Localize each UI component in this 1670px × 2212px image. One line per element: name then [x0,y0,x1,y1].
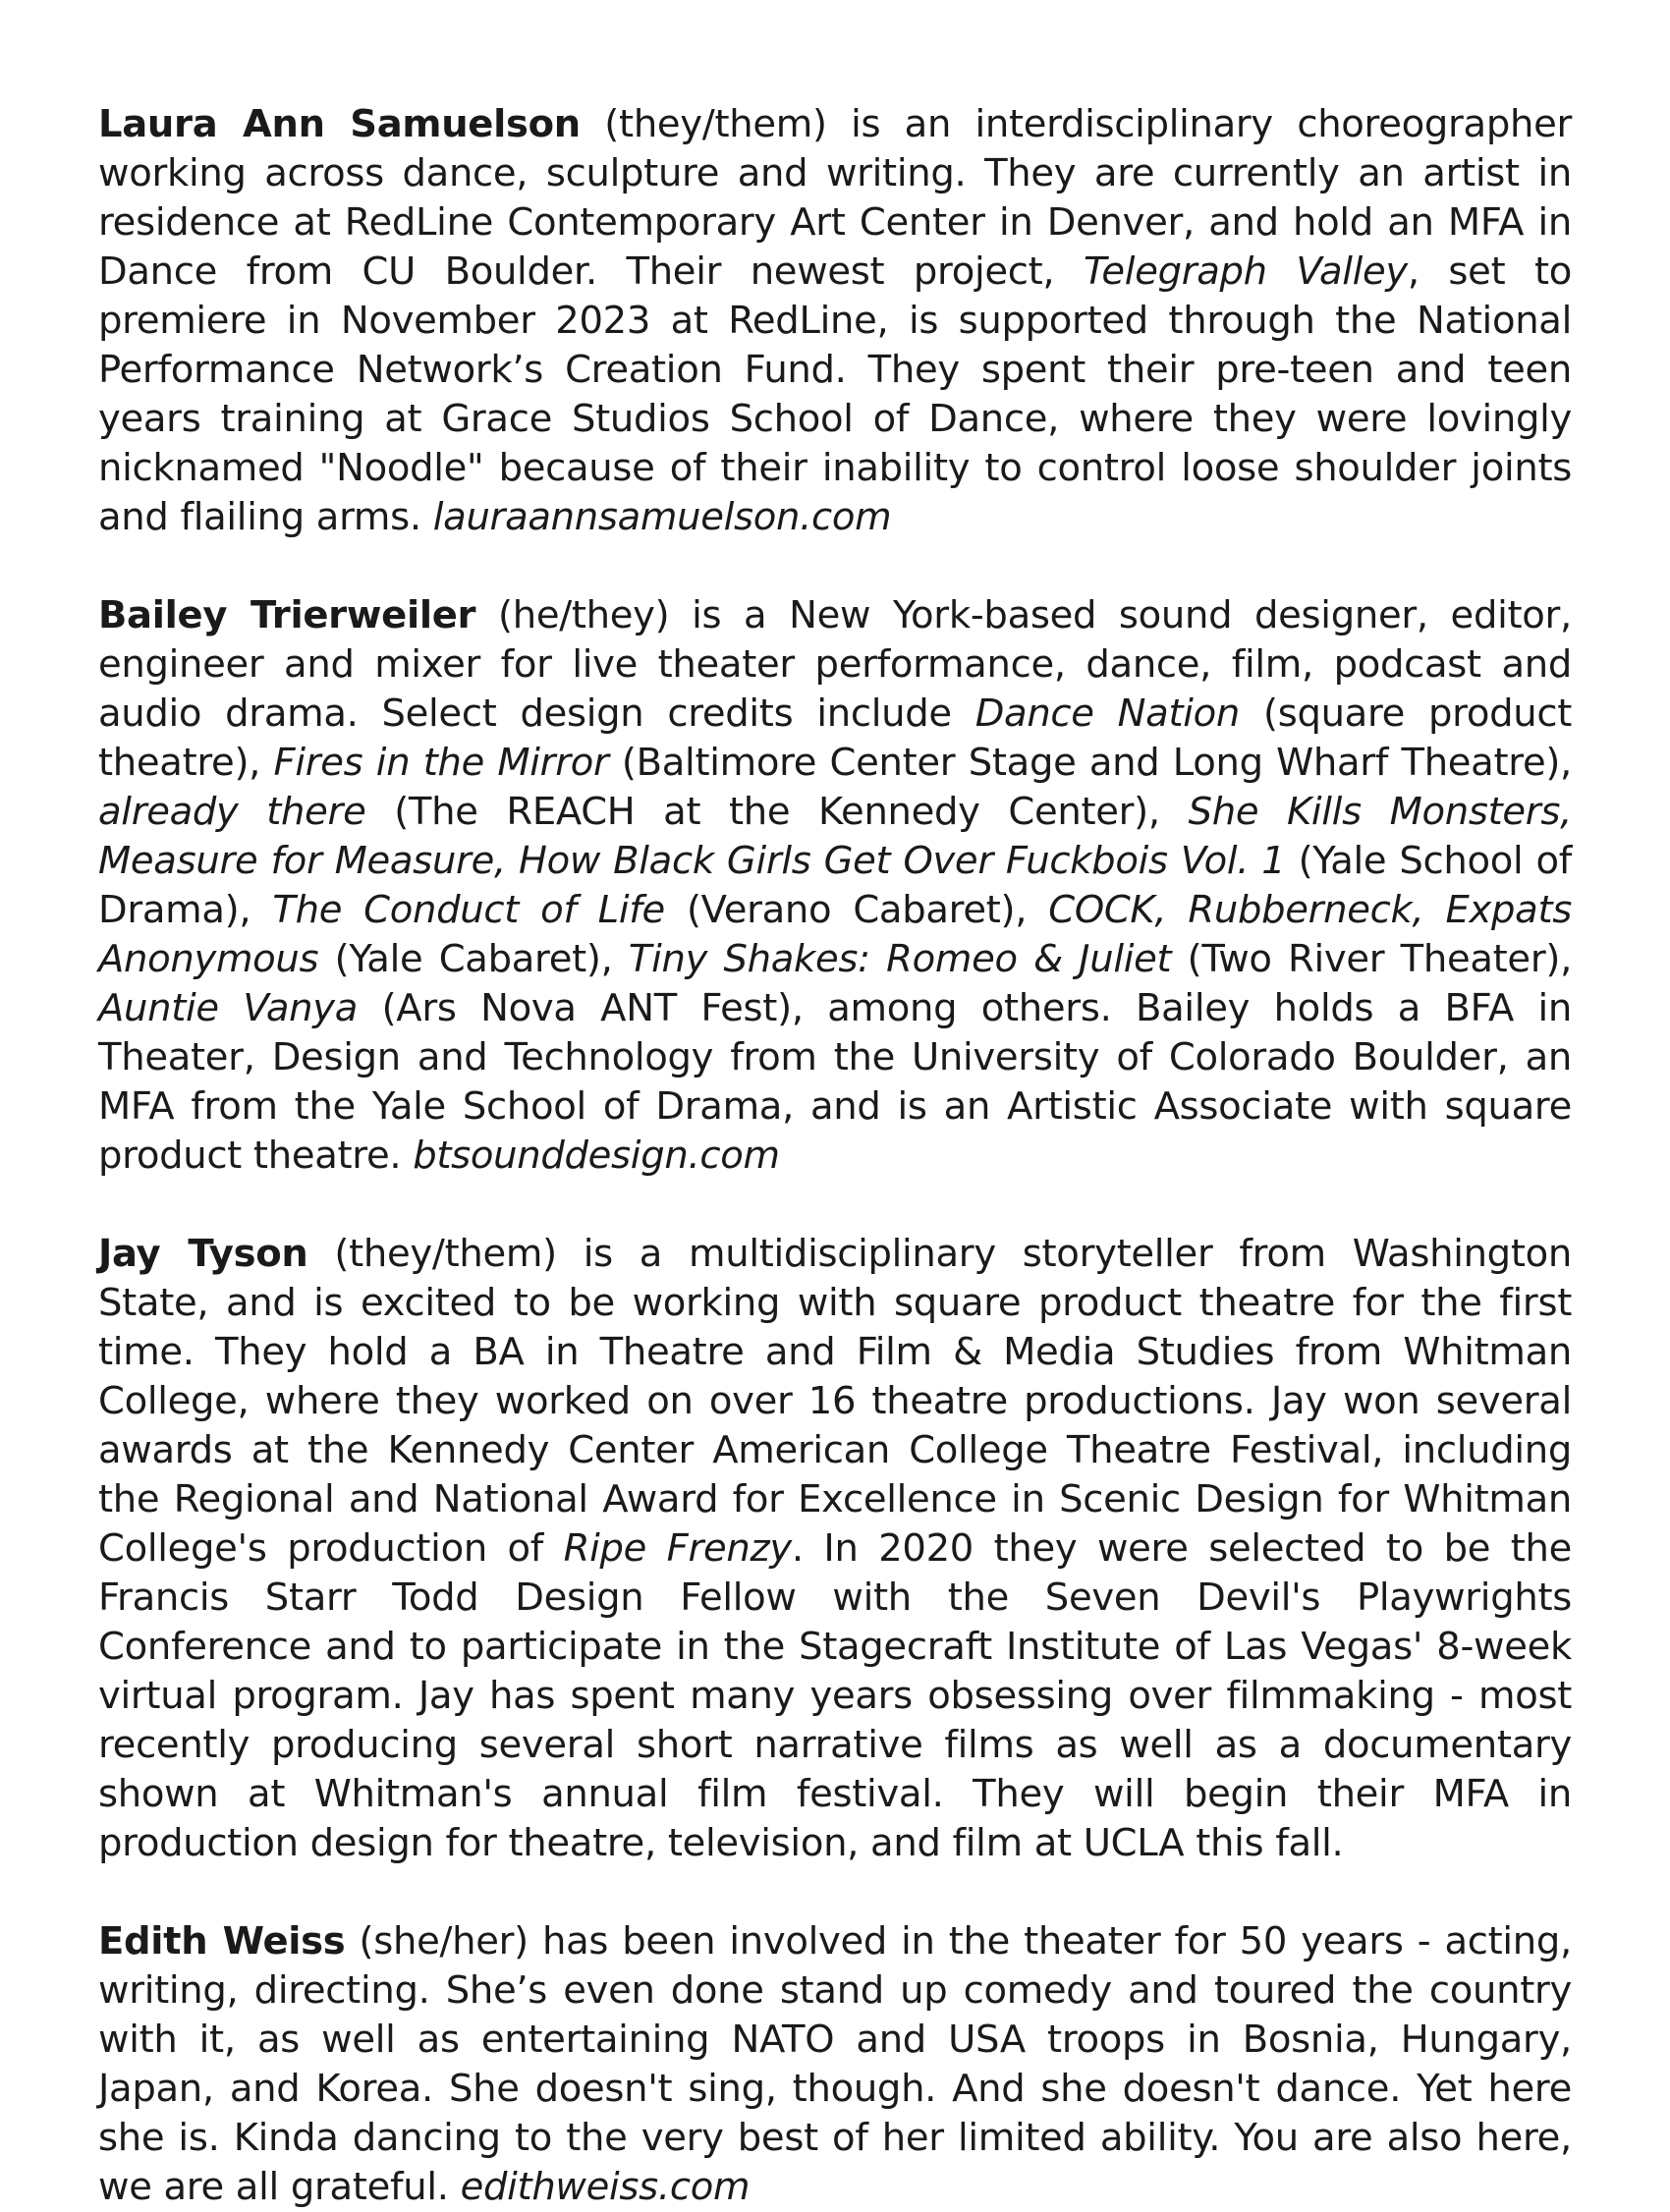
work-title: already there [98,790,366,834]
bio-name: Bailey Trierweiler [98,593,476,637]
work-title: Tiny Shakes: Romeo & Juliet [628,937,1172,981]
website-link[interactable]: btsounddesign.com [413,1134,780,1178]
bio-text: . In 2020 they were selected to be the Francis Starr Todd Design Fellow with the Seven Devil's Playwrights Conference and to participate in the Stagecraft Institute of Las Vegas' 8-week virtual program. Jay has spent many years obsessing over filmmaking - most recently producing several short narrative films as well as a documentary shown at Whitman's annual film festival. They will begin their MFA in production design for theatre, television, and film at UCLA this fall. [98,1526,1572,1865]
bio-edith-weiss [98,1917,1572,2212]
bio-name: Laura Ann Samuelson [98,102,581,146]
bio-laura-ann-samuelson [98,100,1572,542]
bio-page [98,100,1572,2212]
bio-name: Edith Weiss [98,1919,346,1963]
bio-text: (Two River Theater), [1171,937,1573,981]
bio-text: (Yale School of Drama), [98,839,1572,932]
bio-text: (Baltimore Center Stage and Long Wharf Theatre), [608,741,1572,785]
work-title: Fires in the Mirror [273,741,609,785]
bio-text: (square product theatre), [98,691,1572,785]
bio-name: Jay Tyson [98,1232,308,1276]
work-title: COCK, Rubberneck, Expats Anonymous [98,888,1572,981]
website-link[interactable]: edithweiss.com [460,2165,751,2209]
bio-text: (he/they) is a New York-based sound designer, editor, engineer and mixer for live theater performance, dance, film, podcast and audio drama. Select design credits include [98,593,1572,736]
work-title: She Kills Monsters, Measure for Measure, How Black Girls Get Over Fuckbois Vol. 1 [98,790,1573,883]
bio-text: (Verano Cabaret), [664,888,1049,932]
work-title: Ripe Frenzy [563,1526,792,1571]
bio-text: (they/them) is an interdisciplinary choreographer working across dance, sculpture and writing. They are currently an artist in residence at RedLine Contemporary Art Center in Denver, and hold an MFA in Dance from CU Boulder. Their newest project, [98,102,1572,294]
work-title: Telegraph Valley [1083,249,1408,294]
bio-text: , set to premiere in November 2023 at RedLine, is supported through the National Performance Network’s Creation Fund. They spent their pre-teen and teen years training at Grace Studios School of Dance, where they were lovingly nicknamed "Noodle" because of their inability to control loose shoulder joints and flailing arms. [98,249,1572,539]
work-title: Auntie Vanya [98,986,359,1030]
work-title: The Conduct of Life [272,888,665,932]
bio-jay-tyson [98,1230,1572,1868]
bio-text: (Yale Cabaret), [318,937,629,981]
website-link[interactable]: lauraannsamuelson.com [432,495,892,539]
work-title: Dance Nation [974,691,1240,736]
bio-text: (she/her) has been involved in the theater for 50 years - acting, writing, directing. She’s even done stand up comedy and toured the country with it, as well as entertaining NATO and USA troops in Bosnia, Hungary, Japan, and Korea. She doesn't sing, though. And she doesn't dance. Yet here she is. Kinda dancing to the very best of her limited ability. You are also here, we are all grateful. [98,1919,1572,2209]
bio-text: (The REACH at the Kennedy Center), [365,790,1189,834]
bio-text: (they/them) is a multidisciplinary storyteller from Washington State, and is excited to be working with square product theatre for the first time. They hold a BA in Theatre and Film & Media Studies from Whitman College, where they worked on over 16 theatre productions. Jay won several awards at the Kennedy Center American College Theatre Festival, including the Regional and National Award for Excellence in Scenic Design for Whitman College's production of [98,1232,1572,1571]
bio-text: (Ars Nova ANT Fest), among others. Bailey holds a BFA in Theater, Design and Technology from the University of Colorado Boulder, an MFA from the Yale School of Drama, and is an Artistic Associate with square product theatre. [98,986,1572,1178]
bio-bailey-trierweiler [98,591,1572,1181]
